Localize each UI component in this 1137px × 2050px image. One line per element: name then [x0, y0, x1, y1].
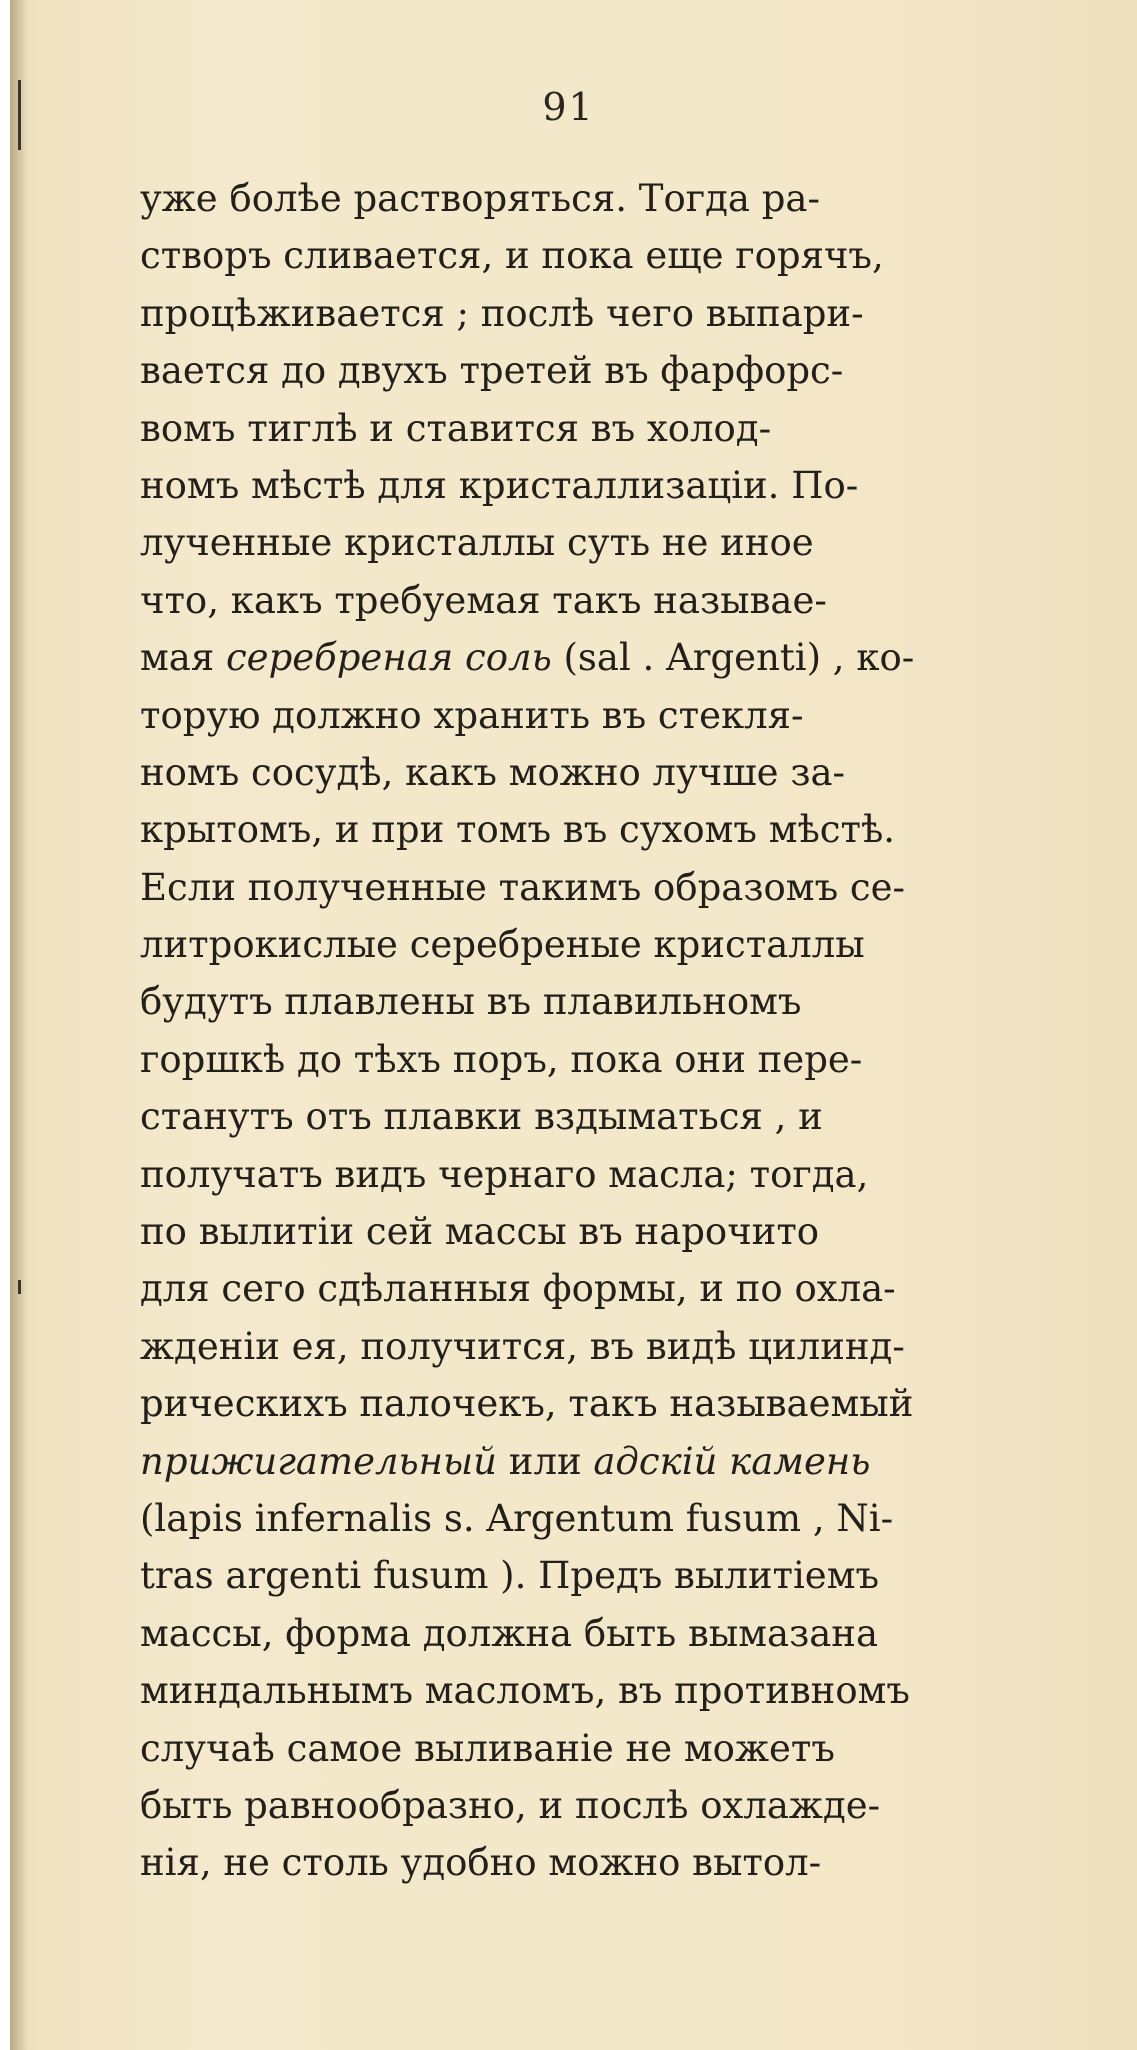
text-line: жденiи ея, получится, въ видѣ цилинд-: [140, 1324, 905, 1368]
text-line: получатъ видъ чернаго масла; тогда,: [140, 1152, 869, 1196]
text-line: миндальнымъ масломъ, въ противномъ: [140, 1669, 910, 1713]
text-line: (lapis infernalis s. Argentum fusum , Ni-: [140, 1496, 894, 1540]
text-line: мая серебреная соль (sal . Argenti) , ко-: [140, 636, 915, 680]
gutter-mark: [18, 1280, 21, 1294]
text-line: нiя, не столь удобно можно вытол-: [140, 1841, 822, 1885]
text-line: Если полученные такимъ образомъ се-: [140, 865, 906, 909]
text-line: быть равнообразно, и послѣ охлажде-: [140, 1783, 881, 1827]
page-left-edge: [0, 0, 10, 2050]
text-line: створъ сливается, и пока еще горячъ,: [140, 234, 884, 278]
text-line: торую должно хранить въ стекля-: [140, 693, 804, 737]
text-line: массы, форма должна быть вымазана: [140, 1611, 879, 1655]
italic-term: прижигательный: [140, 1439, 498, 1483]
text-line: уже болѣе растворяться. Тогда ра-: [140, 177, 820, 220]
text-line: горшкѣ до тѣхъ поръ, пока они пере-: [140, 1037, 863, 1081]
text-line: по вылитiи сей массы въ нарочито: [140, 1210, 820, 1254]
text-line: номъ мѣстѣ для кристаллизацiи. По-: [140, 463, 859, 507]
text-line: станутъ отъ плавки вздыматься , и: [140, 1095, 823, 1139]
text-line: прижигательный или адскiй камень: [140, 1439, 871, 1483]
text-line: что, какъ требуемая такъ называе-: [140, 578, 827, 622]
text-line: tras argenti fusum ). Предъ вылитiемъ: [140, 1554, 880, 1598]
text-line: процѣживается ; послѣ чего выпари-: [140, 291, 864, 335]
text-line: вается до двухъ третей въ фарфорс-: [140, 349, 844, 393]
text-line: номъ сосудѣ, какъ можно лучше за-: [140, 750, 846, 794]
text-line: крытомъ, и при томъ въ сухомъ мѣстѣ.: [140, 808, 896, 852]
text-line: для сего сдѣланныя формы, и по охла-: [140, 1267, 896, 1311]
italic-term: серебреная соль: [225, 636, 552, 680]
text-line: будутъ плавлены въ плавильномъ: [140, 980, 802, 1024]
gutter-shadow: [10, 0, 28, 2050]
text-line: литрокислые серебреные кристаллы: [140, 923, 865, 967]
body-text: [140, 170, 1010, 1892]
page-number: 91: [542, 85, 595, 129]
text-line: случаѣ самое выливанiе не можетъ: [140, 1726, 835, 1770]
text-line: вомъ тиглѣ и ставится въ холод-: [140, 406, 772, 450]
text-line: рическихъ палочекъ, такъ называемый: [140, 1382, 914, 1426]
italic-term: адскiй камень: [593, 1439, 871, 1483]
text-line: лученные кристаллы суть не иное: [140, 521, 814, 565]
